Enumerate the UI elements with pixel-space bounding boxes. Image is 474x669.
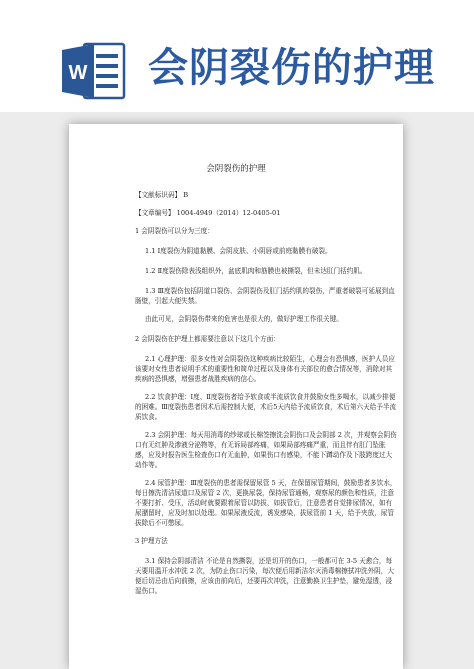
paragraph-1-2: 1.2 Ⅱ度裂伤除表浅组织外，盆底肌肉和筋膜也被撕裂，但未达肛门括约肌。 — [145, 267, 367, 275]
paragraph-2-1: 2.1 心理护理：很多女性对会阴裂伤这种疾病比较陌生，心理会有恐惧感，医护人员应该要对女性患者说明手术的重要性和简单过程以及身体有关部位的愈合情况等，消除对其疾病的恐惧感，增强患者战胜疾病的信心。 — [135, 355, 395, 383]
paragraph-2-2: 2.2 饮食护理：Ⅰ度、Ⅱ度裂伤者给予软食或半流质饮食并鼓励女性多喝水，以减少排便的困难。Ⅲ度裂伤患者因术后需控制大便，术后5天内给予流质饮食，术后第六天给予半流质饮食。 — [135, 393, 397, 421]
banner — [0, 0, 474, 112]
meta-article-number: 【文章编号】 1004-4949（2014）12-0405-01 — [135, 209, 281, 217]
banner-title: 会阴裂伤的护理 — [148, 45, 435, 91]
meta-identification-code: 【文献标识码】 B — [135, 191, 189, 199]
paragraph-summary: 由此可见，会阴裂伤带来的危害也是很大的，做好护理工作很关键。 — [145, 315, 343, 323]
document-title: 会阴裂伤的护理 — [206, 164, 266, 174]
paragraph-1-1: 1.1 Ⅰ度裂伤为阴道黏膜、会阴皮肤、小阴唇或前庭黏膜有破裂。 — [145, 247, 332, 255]
paragraph-1-3: 1.3 Ⅲ度裂伤包括阴道口裂伤、会阴裂伤及肛门括约肌的裂伤，严重者破裂可延展到直肠壁，引起大便失禁。 — [135, 287, 395, 305]
paragraph-section-3: 3 护理方法 — [135, 537, 168, 545]
paragraph-section-1: 1 会阴裂伤可以分为三度： — [135, 227, 214, 235]
logo-letter: W — [68, 62, 88, 84]
word-logo-icon — [62, 42, 126, 100]
paragraph-2-3: 2.3 会阴护理：每天用消毒的纱球或长棉签擦洗会阴伤口及会阴部 2 次，并观察会阴伤口有无红肿及渗液分泌物等，有无诉局部疼痛，如果局部疼痛严重，而且伴有肛门坠胀感，应及时报告医生检查伤口有无血肿，如果伤口有感染，不能下蹲动作及下肢跨度过大动作等。 — [135, 431, 397, 469]
paragraph-section-2: 2 会阴裂伤在护理上都需要注意以下这几个方面： — [135, 335, 280, 343]
paragraph-2-4: 2.4 尿管护理：Ⅲ度裂伤的患者需保留尿管 5 天，在保留尿管期间，鼓励患者多饮水，每日擦洗清洁尿道口及尿管 2 次，更换尿袋，保持尿管通畅，观察尿的颜色和性质，注意不要打折、受压，活动时就要跟着尿管以防拔，如拔管后，注意患者自觉排尿情况，如有尿潴留时，应及时加以处理。如果尿液反流，诱发感染，拔尿管前 1 天，给予夹放，尿管拔除后不可憋尿。 — [135, 479, 397, 527]
document-page — [69, 124, 403, 669]
paragraph-3-1: 3.1 保持会阴部清洁 不论是自然撕裂，还是切开的伤口，一般都可在 3-5 天愈合，每天要用温开水冲洗 2 次，为防止伤口污染，每次便后用新洁尔灭消毒棉擦拭冲洗外阴，大便后切忌由后向前擦，应该由前向后，还要再次冲洗，注意勤换卫生护垫，避免湿透，浸湿伤口。 — [135, 557, 394, 595]
